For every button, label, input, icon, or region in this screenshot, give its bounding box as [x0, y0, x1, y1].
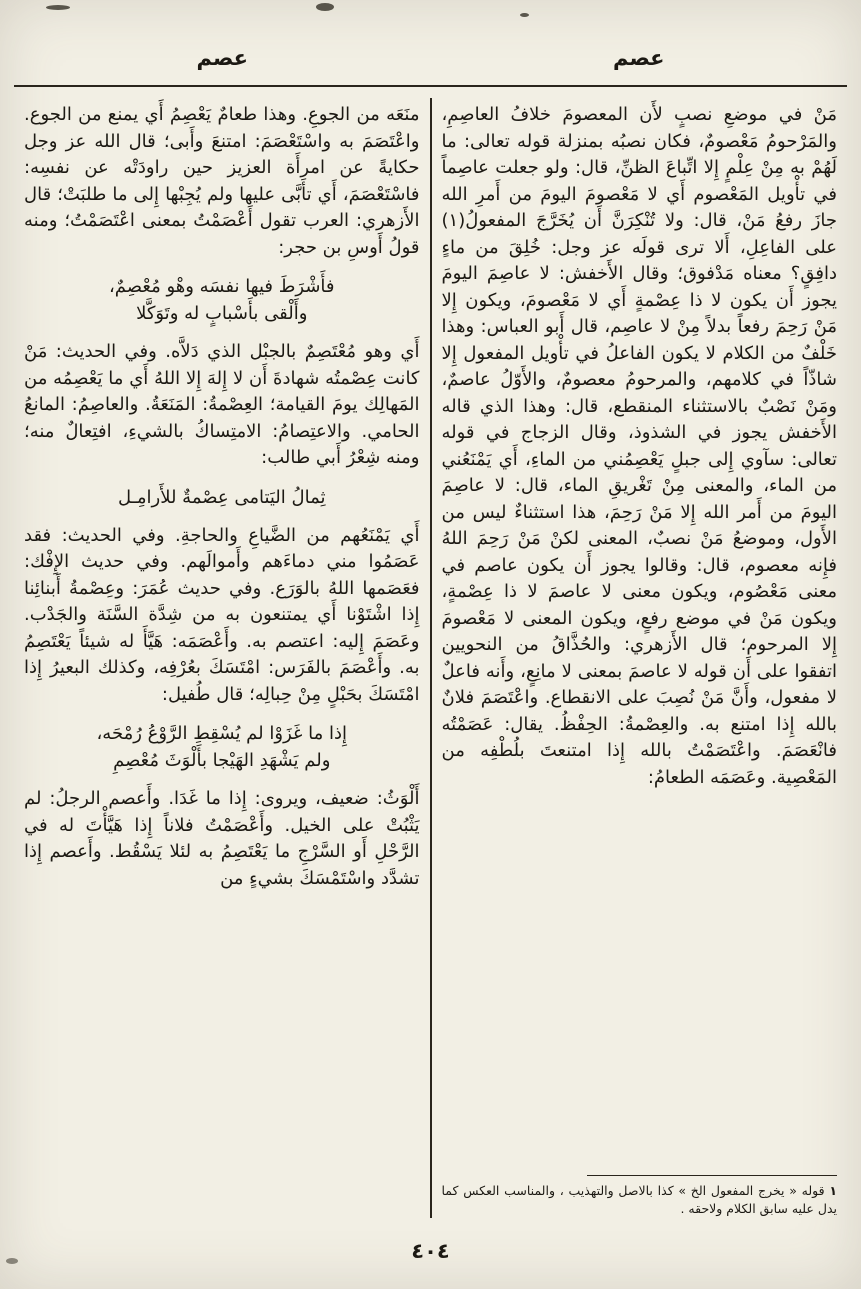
column-right [432, 98, 848, 1218]
page-header [14, 46, 847, 70]
column-left-text [24, 102, 420, 892]
text-columns [14, 98, 847, 1218]
prose-paragraph: مَنْ في موضعِ نصبٍ لأَن المعصومَ خلافُ العاصِمِ، والمَرْحومُ مَعْصومٌ، فكان نصبُه بمنزلة قوله تعالى: ما لَهُمْ به مِنْ عِلْمٍ إِلا اتِّباعَ الظنِّ، قال: ولو جعلت عاصِماً في تأْويل المَعْصوم أَي لا مَعْصومَ اليومَ من أَمرِ الله جازَ رفعُ مَنْ، قال: ولا تُنْكِرَنَّ أَن يُخَرَّجَ المفعولُ(١) على الفاعِلِ، أَلا ترى قولَه عز وجل: خُلِقَ من ماءٍ دافِقٍ؟ معناه مَدْفوق؛ وقال الأَخفش: لا عاصِمَ اليومَ يجوز أَن يكون لا ذا عِصْمةٍ أَي لا مَعْصومَ، ويكون إِلا مَنْ رَحِمَ رفعاً بدلاً مِنْ لا عاصِم، قال أَبو العباس: وهذا خَلْفٌ من الكلام لا يكون الفاعلُ في تأْويل المفعول إِلا شاذّاً في كلامهم، والمرحومُ معصومٌ، والأَوّلُ عاصمٌ، ومَنْ نَصْبٌ بالاستثناء المنقطع، قال: وهذا الذي قاله الأَخفش يجوز في الشذوذ، وقال الزجاج في قوله تعالى: سآوي إِلى جبلٍ يَعْصِمُني من الماءِ، أَي يَمْنَعُني من الماء، والمعنى مِنْ تَغْريقِ الماء، قال: لا عاصِمَ اليومَ من أَمر الله إِلا مَنْ رَحِمَ، هذا استثناءٌ ليس من الأَول، وموضعُ مَنْ نصبٌ، المعنى لكنْ مَنْ رَحِمَ اللهُ فإِنه معصوم، قال: وقالوا يجوز أَن يكون عاصم في معنى مَعْصُوم، ويكون معنى لا عاصمَ لا ذا عِصْمةٍ، ويكون مَنْ في موضع رفعٍ، ويكون المعنى لا مَعْصومَ إِلا المرحوم؛ قال الأَزهري: والحُذَّاقُ من النحويين اتفقوا على أَن قوله لا عاصمَ بمعنى لا مانِعٍ، وأَنه فاعلٌ لا مفعول، وأَنَّ مَنْ نُصِبَ على الانقطاع. واعْتَصَمَ فلانٌ بالله إِذا امتنع به. والعِصْمةُ: الحِفْظُ. يقال: عَصَمْتُه فانْعَصَمَ. واعْتَصَمْتُ بالله إِذا امتنعتَ بلُطْفِه من المَعْصِية. وعَصَمَه الطعامُ: [441, 104, 837, 788]
footnote-rule [587, 1175, 837, 1176]
prose-paragraph: أَلْوَثُ: ضعيف، ويروى: إِذا ما غَدَا. وأَعصم الرجلُ: لم يَثْبُتْ على الخيل. وأَعْصَمْتُ فلاناً إِذا هَيَّأْتَ له في الرَّحْلِ أَو السَّرْجِ ما يَعْتَصِمُ به لئلا يَسْقُط. وأَعصم إِذا تشدَّد واسْتَمْسَكَ بشيءٍ من [24, 788, 420, 889]
verse-line: فأَشْرَطَ فيها نفسَه وهْو مُعْصِمٌ، [109, 276, 335, 297]
prose-paragraph: أَي وهو مُعْتَصِمٌ بالجبْل الذي دَلاَّه. وفي الحديث: مَنْ كانت عِصْمتُه شهادةَ أَن لا إِلهَ إِلا اللهُ أَي ما يَعْصِمُه من المَهالِك يومَ القيامة؛ العِصْمةُ: المَنَعَةُ. والعاصِمُ: المانعُ الحامي. والاعتِصامُ: الامتِساكُ بالشيءِ، افتِعالٌ منه؛ ومنه شِعْرُ أَبي طالب: [24, 341, 420, 468]
header-keyword-left: عصم [196, 46, 248, 70]
column-left [14, 98, 430, 1218]
footnote [442, 1175, 838, 1218]
scan-speck [316, 3, 334, 11]
verse-line: وأَلْقى بأَسْبابٍ له وتَوَكَّلا [136, 303, 308, 324]
verse-line: إِذا ما غَزَوْا لم يُسْقِطِ الرَّوْعُ رُمْحَه، [96, 723, 347, 744]
prose-paragraph: أَي يَمْنَعُهم من الضَّياعِ والحاجةِ. وفي الحديث: فقد عَصَمُوا مني دماءَهم وأَموالَهم. وفي حديث الإِفْك: فعَصَمها اللهُ بالوَرَع. وفي حديث عُمَرَ: وعِصْمةُ أَبنائِنا إِذا اشْتَوْنا أَي يمتنعون به من شِدَّة السَّنَة والجَدْب. وعَصَمَ إِليه: اعتصم به. وأَعْصَمَه: هَيَّأَ له شيئاً يَعْتَصِمُ به. وأَعْصَمَ بالفَرَس: امْتَسَكَ بعُرْفِه، وكذلك البعيرُ إِذا امْتَسَكَ بحَبْلٍ مِنْ حِبالِه؛ قال طُفيل: [24, 524, 420, 705]
column-right-text [442, 102, 838, 791]
column-divider [430, 98, 432, 1218]
column-right-inner [442, 102, 838, 1218]
verse-block [24, 484, 420, 511]
verse-block [24, 720, 420, 774]
scan-speck [520, 13, 529, 17]
verse-line: ولم يَشْهَدِ الهَيْجا بأَلْوَثَ مُعْصِمِ [113, 750, 331, 771]
verse-block [24, 273, 420, 327]
footnote-body: قوله « يخرج المفعول الخ » كذا بالاصل والتهذيب ، والمناسب العكس كما يدل عليه سابق الكلام ولاحقه . [441, 1183, 837, 1216]
footnote-marker: ١ [829, 1183, 837, 1198]
verse-line: ثِمالُ اليَتامى عِصْمةٌ للأَرامِـل [118, 486, 326, 508]
prose-paragraph: منَعَه من الجوعِ. وهذا طعامٌ يَعْصِمُ أَي يمنع من الجوع. واعْتَصَمَ به واسْتَعْصَمَ: امتنعَ وأَبى؛ قال الله عز وجل حكايةً عن امرأَة العزيز حين راودَتْه عن نفسِه: فاسْتَعْصَمَ، أَي تأَبَّى عليها ولم يُجِبْها إِلى ما طلبَتْ؛ قال الأَزهري: العرب تقول أَعْصَمْتُ بمعنى اعْتَصَمْتُ؛ ومنه قولُ أَوسِ بن حجر: [24, 104, 420, 258]
header-rule [14, 85, 847, 87]
header-keyword-right: عصم [612, 46, 665, 70]
scan-speck [46, 5, 70, 10]
footnote-text [442, 1182, 838, 1218]
page-number: ٤٠٤ [411, 1239, 450, 1263]
